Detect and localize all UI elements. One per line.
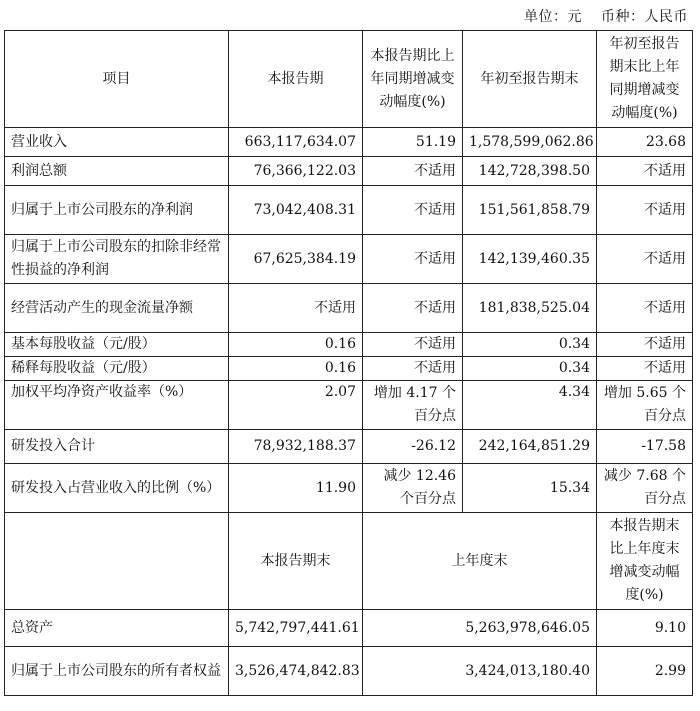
table-row (5, 284, 693, 333)
row-ytd-change: 不适用 (597, 333, 693, 357)
row-item: 营业收入 (5, 128, 229, 157)
row-ytd-change: 不适用 (597, 284, 693, 333)
header-row-2 (5, 513, 693, 610)
row-item: 归属于上市公司股东的净利润 (5, 186, 229, 235)
row-change: 不适用 (363, 357, 463, 381)
table-row (5, 381, 693, 430)
header-ytd-change: 年初至报告期末比上年同期增减变动幅度(%) (597, 31, 693, 128)
row-item: 经营活动产生的现金流量净额 (5, 284, 229, 333)
row-ytd: 142,139,460.35 (463, 235, 597, 284)
table-row (5, 464, 693, 513)
row-ytd-change: 不适用 (597, 186, 693, 235)
row-item: 研发投入占营业收入的比例（%） (5, 464, 229, 513)
row-current: 78,932,188.37 (229, 430, 363, 464)
unit-line (510, 6, 688, 26)
header-current-change: 本报告期比上年同期增减变动幅度(%) (363, 31, 463, 128)
row-item: 总资产 (5, 610, 229, 647)
row-ytd-change: 不适用 (597, 157, 693, 186)
row-ytd: 15.34 (463, 464, 597, 513)
row-current: 73,042,408.31 (229, 186, 363, 235)
row-period-end: 3,526,474,842.83 (229, 647, 363, 696)
row-change: 增加 4.17 个百分点 (363, 381, 463, 430)
table-row (5, 357, 693, 381)
row-change: 9.10 (597, 610, 693, 647)
table-row (5, 157, 693, 186)
row-ytd: 151,561,858.79 (463, 186, 597, 235)
row-change: 51.19 (363, 128, 463, 157)
table-row (5, 610, 693, 647)
row-current: 11.90 (229, 464, 363, 513)
row-current: 76,366,122.03 (229, 157, 363, 186)
row-ytd: 242,164,851.29 (463, 430, 597, 464)
row-ytd: 142,728,398.50 (463, 157, 597, 186)
row-ytd: 0.34 (463, 333, 597, 357)
table-row (5, 333, 693, 357)
row-change: 减少 12.46 个百分点 (363, 464, 463, 513)
row-current: 0.16 (229, 357, 363, 381)
row-item: 研发投入合计 (5, 430, 229, 464)
row-item: 利润总额 (5, 157, 229, 186)
row-change: 不适用 (363, 333, 463, 357)
row-ytd-change: 23.68 (597, 128, 693, 157)
row-change: 不适用 (363, 157, 463, 186)
row-item: 加权平均净资产收益率（%） (5, 381, 229, 430)
row-current: 67,625,384.19 (229, 235, 363, 284)
row-current: 0.16 (229, 333, 363, 357)
row-change: 不适用 (363, 235, 463, 284)
financial-table (4, 30, 693, 696)
row-last-year-end: 3,424,013,180.40 (363, 647, 597, 696)
row-period-end: 5,742,797,441.61 (229, 610, 363, 647)
header2-blank (5, 513, 229, 610)
row-current: 2.07 (229, 381, 363, 430)
currency-label: 币种：人民币 (601, 9, 688, 25)
table-row (5, 128, 693, 157)
row-change: -26.12 (363, 430, 463, 464)
row-item: 稀释每股收益（元/股） (5, 357, 229, 381)
row-current: 663,117,634.07 (229, 128, 363, 157)
table-row (5, 647, 693, 696)
header-period-end-change: 本报告期末比上年度末增减变动幅度(%) (597, 513, 693, 610)
row-last-year-end: 5,263,978,646.05 (363, 610, 597, 647)
row-item: 归属于上市公司股东的所有者权益 (5, 647, 229, 696)
row-change: 不适用 (363, 284, 463, 333)
header-period-end: 本报告期末 (229, 513, 363, 610)
row-change: 不适用 (363, 186, 463, 235)
row-ytd: 0.34 (463, 357, 597, 381)
row-ytd-change: 增加 5.65 个百分点 (597, 381, 693, 430)
header-ytd: 年初至报告期末 (463, 31, 597, 128)
table-row (5, 186, 693, 235)
row-item: 归属于上市公司股东的扣除非经常性损益的净利润 (5, 235, 229, 284)
table-row (5, 430, 693, 464)
header-item: 项目 (5, 31, 229, 128)
table-row (5, 235, 693, 284)
row-ytd-change: 减少 7.68 个百分点 (597, 464, 693, 513)
row-ytd: 1,578,599,062.86 (463, 128, 597, 157)
unit-label: 单位：元 (524, 9, 583, 25)
header-current-period: 本报告期 (229, 31, 363, 128)
row-item: 基本每股收益（元/股） (5, 333, 229, 357)
row-current: 不适用 (229, 284, 363, 333)
row-change: 2.99 (597, 647, 693, 696)
row-ytd: 181,838,525.04 (463, 284, 597, 333)
header-row-1 (5, 31, 693, 128)
row-ytd-change: 不适用 (597, 357, 693, 381)
row-ytd-change: 不适用 (597, 235, 693, 284)
row-ytd-change: -17.58 (597, 430, 693, 464)
row-ytd: 4.34 (463, 381, 597, 430)
header-last-year-end: 上年度末 (363, 513, 597, 610)
